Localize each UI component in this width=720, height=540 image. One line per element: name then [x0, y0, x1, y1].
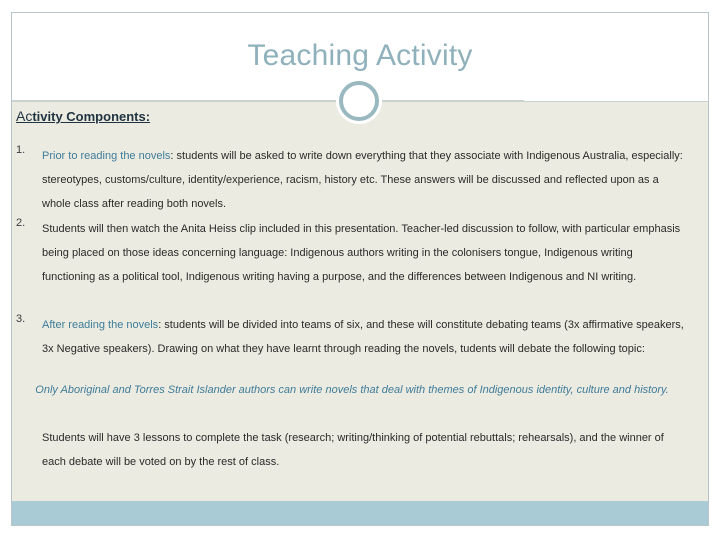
list-item-text: After reading the novels: students will be divided into teams of six, and these will constitute debating teams (3x affirmative speakers, 3x Negative speakers). Drawing on what they have learnt through reading the novels, tudents will debate the following topic: — [42, 319, 684, 355]
title-rule-left — [12, 100, 339, 101]
list-item-text: Students will then watch the Anita Heiss clip included in this presentation. Teacher-led discussion to follow, with particular emphasis being placed on those ideas concerning language: Indigenous authors writing in the colonisers tongue, Indigenous writing functioning as a political tool, Indigenous writing having a purpose, and the differences between Indigenous and NI writing. — [42, 223, 681, 283]
list-item-lead: Prior to reading the novels — [42, 150, 171, 162]
closing-text: Students will have 3 lessons to complete the task (research; writing/thinking of potential rebuttals; rehearsals), and the winner of each debate will be voted on by the rest of class. — [42, 432, 664, 468]
title-rule-right — [382, 100, 524, 101]
list-number: 3. — [16, 313, 26, 325]
circle-ornament-icon — [339, 81, 379, 121]
list-item-text: Prior to reading the novels: students will be asked to write down everything that they associate with Indigenous Australia, especially: stereotypes, customs/culture, identity/experience, racism, history etc. These answers will be discussed and reflected upon as a whole class after reading both novels. — [42, 150, 683, 210]
list-item-lead: After reading the novels — [42, 319, 159, 331]
list-number: 2. — [16, 217, 26, 229]
footer-bar — [12, 501, 708, 525]
list-number: 1. — [16, 144, 26, 156]
slide-title: Teaching Activity — [247, 39, 473, 72]
activity-heading: Activity Components: — [16, 108, 151, 124]
debate-topic: Only Aboriginal and Torres Strait Islander authors can write novels that deal with themes of Indigenous identity, culture and history. — [35, 384, 669, 396]
